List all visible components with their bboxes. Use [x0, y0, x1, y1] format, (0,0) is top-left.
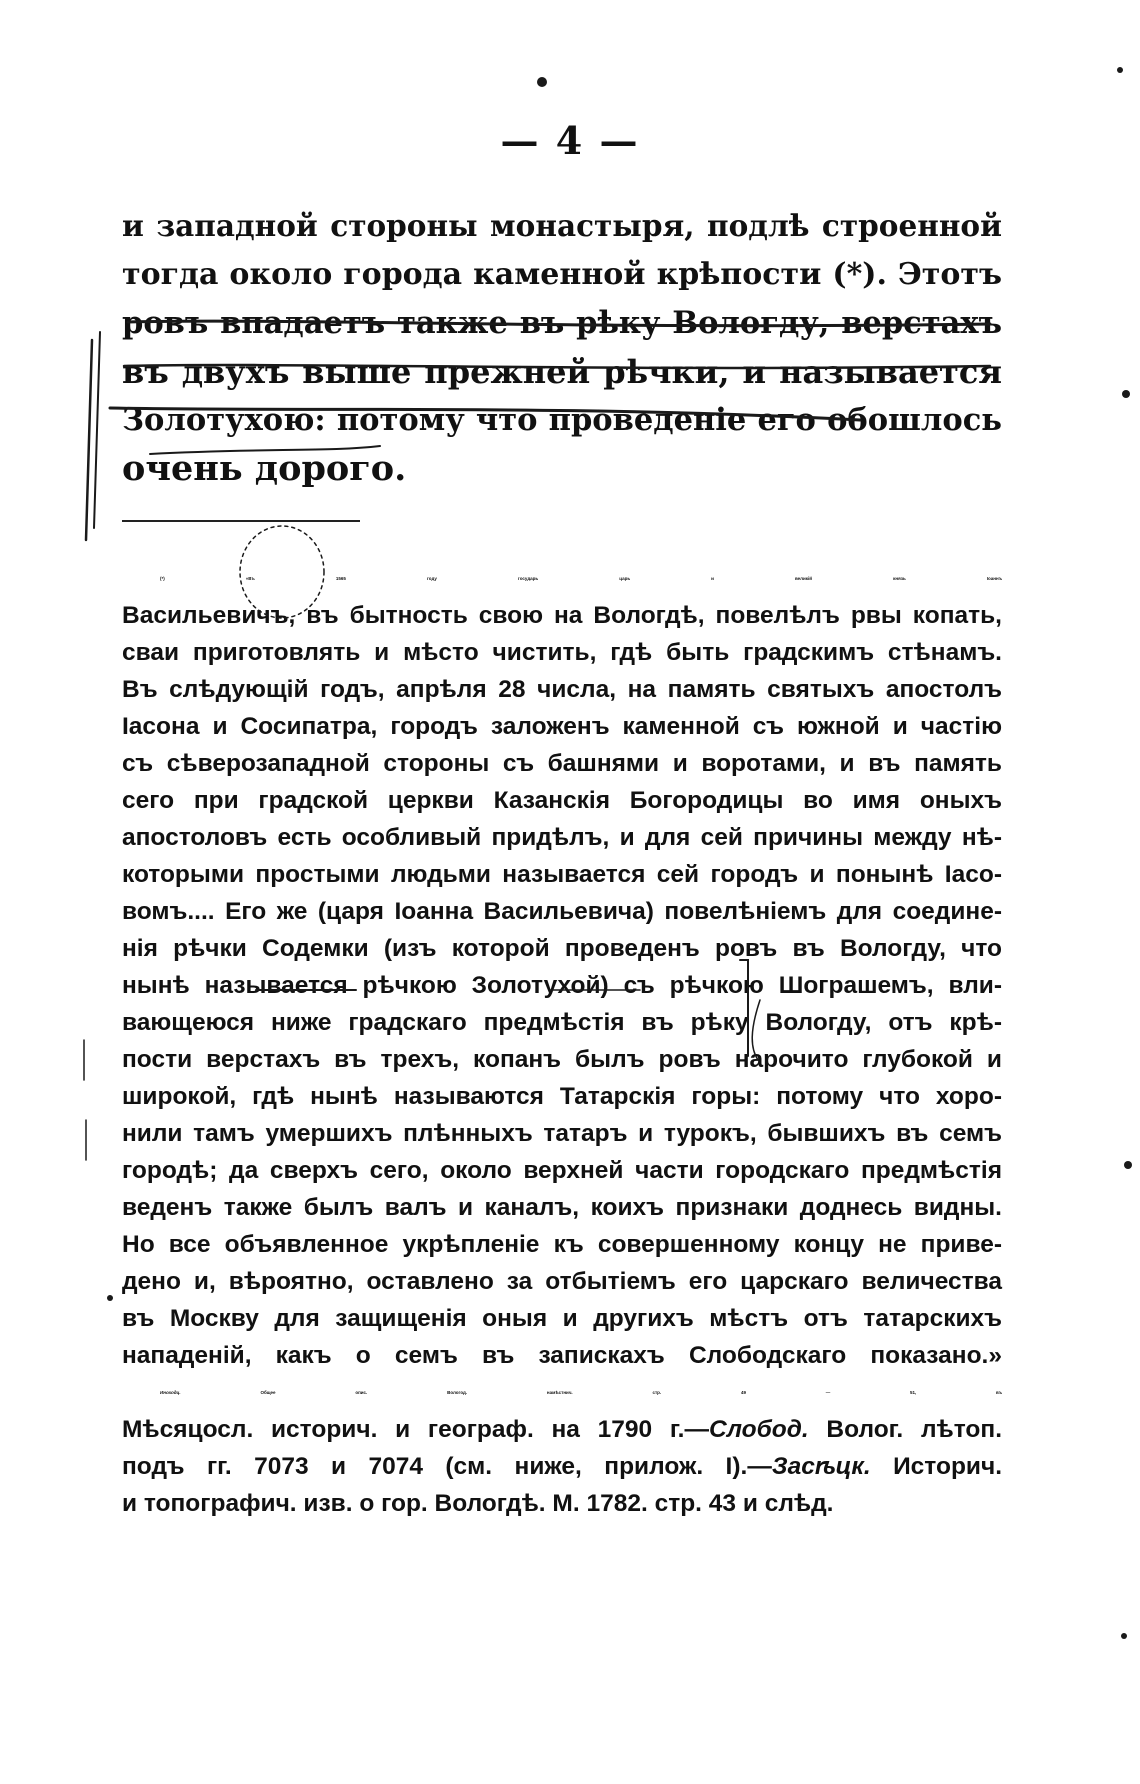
citation-author: Засѣцк. — [771, 1453, 871, 1480]
footnote-line: вомъ.... Его же (царя Іоанна Васильевича) повелѣніемъ для соедине- — [122, 898, 1002, 925]
ink-dot — [1122, 390, 1130, 398]
footnote-line: (*) «Въ 1565 году государь царь и великій князь Іоаннъ — [160, 576, 1002, 581]
citation-text: подъ гг. 7073 и 7074 (см. ниже, прилож. I).— — [122, 1453, 772, 1480]
main-line: Золотухою: потому что проведеніе его обошлось — [122, 402, 1002, 438]
footnote-line: нили тамъ умершихъ плѣнныхъ татаръ и турокъ, бывшихъ въ семъ — [122, 1120, 1002, 1147]
ink-dot — [1124, 1161, 1132, 1169]
main-line: ровъ впадаетъ также въ рѣку Вологду, верстахъ — [122, 305, 1002, 341]
citation-line — [122, 1374, 1002, 1411]
footnote-line: Іасона и Сосипатра, городъ заложенъ каменной съ южной и частію — [122, 713, 1002, 740]
footnote — [122, 560, 1002, 1522]
footnote-line: которыми простыми людьми называется сей городъ и понынѣ Іасо- — [122, 861, 1002, 888]
footnote-line: Васильевичъ, въ бытность свою на Вологдѣ, повелѣлъ рвы копать, — [122, 602, 1002, 629]
main-line: тогда около города каменной крѣпости (*). Этотъ — [122, 256, 1002, 292]
citation-text: Мѣсяцосл. историч. и географ. на 1790 г.— — [122, 1416, 709, 1443]
main-line: очень дорого. — [122, 447, 407, 489]
footnote-line: широкой, гдѣ нынѣ называются Татарскія горы: потому что хоро- — [122, 1083, 1002, 1110]
ink-dot — [1121, 1633, 1127, 1639]
footnote-line: нія рѣчки Содемки (изъ которой проведенъ ровъ въ Вологду, что — [122, 935, 1002, 962]
footnote-line: Но все объявленное укрѣпленіе къ совершенному концу не приве- — [122, 1231, 1002, 1258]
citation-author: Иноходц. — [160, 1390, 181, 1395]
footnote-line: Въ слѣдующій годъ, апрѣля 28 числа, на память святыхъ апостолъ — [122, 676, 1002, 703]
citation-line — [122, 1411, 1002, 1448]
footnote-line: пости верстахъ въ трехъ, копанъ былъ ровъ нарочито глубокой и — [122, 1046, 1002, 1073]
page-number: — 4 — — [500, 118, 640, 163]
ink-dot — [107, 1295, 113, 1301]
footnote-divider — [122, 520, 360, 522]
footnote-line: дено и, вѣроятно, оставлено за отбытіемъ его царскаго величества — [122, 1268, 1002, 1295]
citation-author: Слобод. — [709, 1416, 809, 1443]
footnote-line: въ Москву для защищенія оныя и другихъ мѣстъ отъ татарскихъ — [122, 1305, 1002, 1332]
margin-bracket — [86, 340, 92, 540]
ink-dot — [1117, 67, 1123, 73]
footnote-line: нападеній, какъ о семъ въ запискахъ Слободскаго показано.» — [122, 1342, 1002, 1369]
footnote-line: вающеюся ниже градскаго предмѣстія въ рѣку Вологду, отъ крѣ- — [122, 1009, 1002, 1036]
footnote-line: съ сѣверозападной стороны съ башнями и воротами, и въ память — [122, 750, 1002, 777]
main-line: и западной стороны монастыря, подлѣ строенной — [122, 208, 1002, 243]
citation-text: Историч. — [870, 1453, 1002, 1480]
ink-dot — [537, 77, 547, 87]
footnote-line: сваи приготовлять и мѣсто чистить, гдѣ быть градскимъ стѣнамъ. — [122, 639, 1002, 666]
main-line: въ двухъ выше прежней рѣчки, и называется — [122, 352, 1002, 391]
footnote-line: городѣ; да сверхъ сего, около верхней части городскаго предмѣстія — [122, 1157, 1002, 1184]
footnote-line: апостоловъ есть особливый придѣлъ, и для сей причины между нѣ- — [122, 824, 1002, 851]
footnote-line: веденъ также былъ валъ и каналъ, коихъ признаки доднесь видны. — [122, 1194, 1002, 1221]
footnote-line: нынѣ называется рѣчкою Золотухой) съ рѣчкою Шограшемъ, вли- — [122, 972, 1002, 999]
citation-line — [122, 1448, 1002, 1485]
citation-text: Волог. лѣтоп. — [808, 1416, 1003, 1443]
citation-line: и топографич. изв. о гор. Вологдѣ. М. 1782. стр. 43 и слѣд. — [122, 1490, 834, 1517]
margin-bracket — [94, 332, 100, 528]
footnote-line: сего при градской церкви Казанскія Богородицы во имя оныхъ — [122, 787, 1002, 814]
main-paragraph — [122, 202, 1002, 493]
citation-text: Общее опис. Вологод. намѣстнич. стр. 49 — 51, въ — [180, 1390, 1002, 1395]
